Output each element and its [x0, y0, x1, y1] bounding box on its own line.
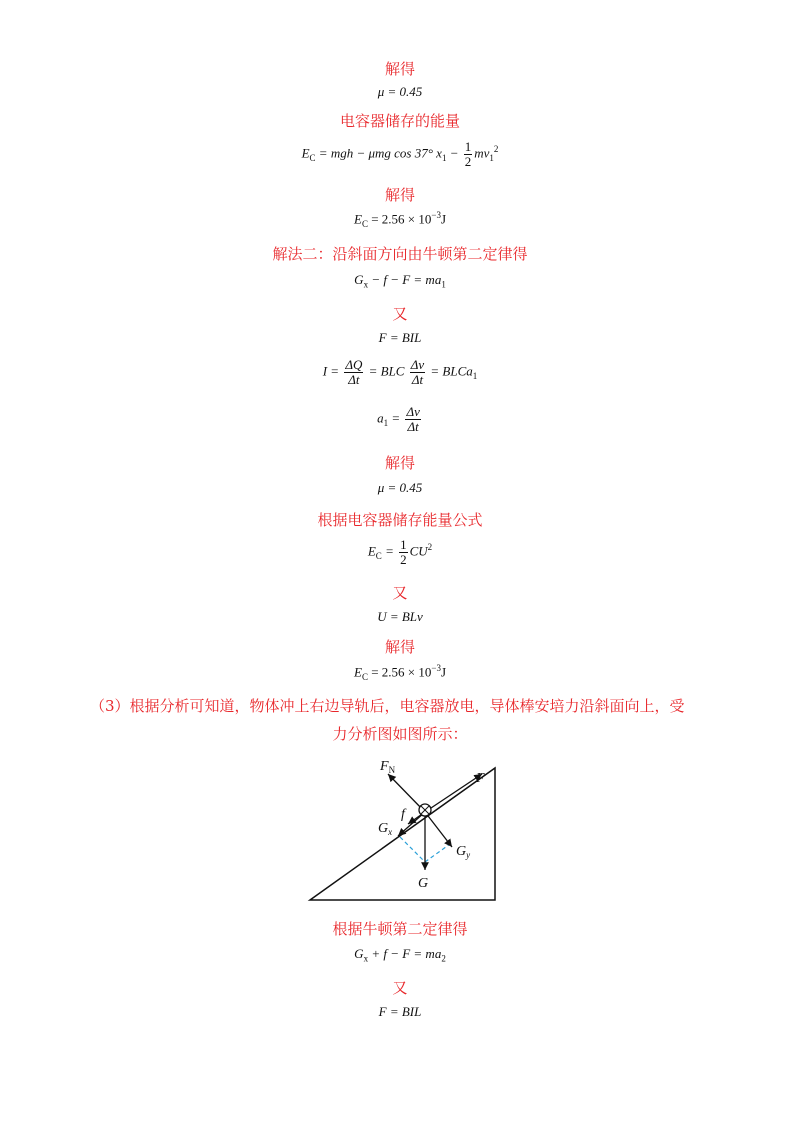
force-diagram: [300, 752, 510, 904]
text-you-2: 又: [392, 584, 408, 602]
equation-mu-2: μ = 0.45: [377, 480, 423, 495]
text-jiede-1: 解得: [384, 60, 415, 78]
paragraph-part-3-line-1: （3）根据分析可知道，物体冲上右边导轨后，电容器放电，导体棒安培力沿斜面向上，受: [90, 697, 685, 715]
text-energy-formula: 根据电容器储存能量公式: [317, 511, 483, 529]
equation-a1: $a_1$ = $\frac{\Delta v}{\Delta t}$: [377, 404, 420, 434]
label-g: G: [418, 876, 429, 891]
equation-ec-energy: $E_C$ = mgh − μmg cos 37° $x_1$ − $\frac{1}{2}$ $mv_1^2$: [301, 139, 499, 169]
label-gx: $G_x$: [378, 821, 393, 837]
label-gy: $G_y$: [456, 844, 471, 860]
equation-u-blv: U = BLv: [377, 609, 423, 624]
text-you-1: 又: [392, 305, 408, 323]
label-f-ampere: F: [476, 771, 485, 786]
equation-newton-2: $G_x + f - F = ma_2$: [354, 946, 446, 964]
equation-ec-value-2: $E_C = 2.56 \times 10^{-3}J$: [353, 663, 447, 682]
force-gy-arrow: [425, 812, 452, 847]
equation-ec-cu: $E_C$ = $\frac{1}{2}$ $CU^2$: [367, 537, 433, 567]
text-jiede-3: 解得: [384, 454, 415, 472]
equation-mu-1: μ = 0.45: [377, 84, 423, 99]
force-normal-arrow: [388, 774, 425, 812]
paragraph-part-3-line-2: 力分析图如图所示：: [332, 725, 468, 743]
text-you-3: 又: [392, 979, 408, 997]
text-jiede-4: 解得: [384, 638, 415, 656]
text-capacitor-energy: 电容器储存的能量: [339, 112, 460, 130]
paragraph-part-3: [90, 692, 710, 748]
force-ampere-arrow: [425, 774, 482, 812]
equation-current: I = $\frac{\Delta Q}{\Delta t}$ = BLC $\frac{\Delta v}{\Delta t}$ = BLCa$_1$: [322, 357, 478, 387]
text-method-2: 解法二：沿斜面方向由牛顿第二定律得: [272, 245, 528, 263]
label-fn: $F_N$: [380, 759, 396, 775]
text-newton-label: 根据牛顿第二定律得: [332, 920, 468, 938]
incline-triangle: [310, 768, 495, 900]
equation-f-bil-2: F = BIL: [378, 1004, 422, 1019]
equation-newton-1: $G_x - f - F = ma_1$: [354, 272, 446, 290]
text-jiede-2: 解得: [384, 186, 415, 204]
equation-f-bil-1: F = BIL: [378, 330, 422, 345]
equation-ec-value-1: $E_C = 2.56 \times 10^{-3}J$: [353, 210, 447, 229]
label-f-friction: f: [401, 807, 405, 822]
